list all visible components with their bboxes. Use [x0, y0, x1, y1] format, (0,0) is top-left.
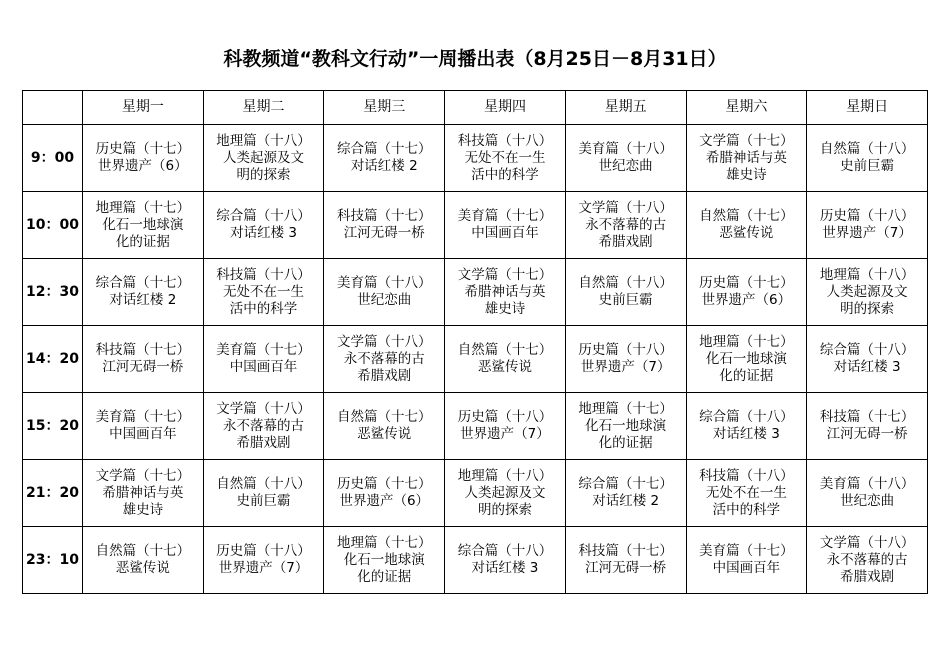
- program-title-line: 永不落幕的古: [585, 216, 667, 233]
- program-cell: [83, 460, 204, 527]
- program-series: 美育篇（十八）: [337, 275, 432, 291]
- program-title-line: 史前巨霸: [598, 292, 653, 308]
- program-series: 地理篇（十八）: [216, 132, 311, 149]
- program-title-line: 无处不在一生: [705, 484, 787, 501]
- program-title-line: 希腊戏剧: [840, 568, 895, 585]
- program-cell: [203, 393, 324, 460]
- program-cell: [807, 527, 928, 594]
- program-title-line: 恶鲨传说: [115, 560, 170, 576]
- time-slot-cell: 10：00: [23, 192, 83, 259]
- program-title-line: 世纪恋曲: [840, 493, 895, 509]
- program-title-line: 对话红楼 3: [230, 225, 297, 241]
- program-title-line: 无处不在一生: [223, 283, 305, 300]
- program-cell: [565, 259, 686, 326]
- program-series: 美育篇（十八）: [819, 476, 915, 492]
- program-title-line: 史前巨霸: [236, 493, 291, 509]
- program-cell: [807, 460, 928, 527]
- program-title-line: 雄史诗: [484, 300, 526, 317]
- table-row: [23, 393, 928, 460]
- program-series: 美育篇（十七）: [457, 208, 553, 224]
- program-title-line: 史前巨霸: [840, 158, 895, 174]
- program-series: 文学篇（十七）: [699, 132, 794, 149]
- program-title-line: 活中的科学: [712, 501, 781, 518]
- program-title-line: 世界遗产（6）: [701, 292, 792, 308]
- program-title-line: 人类起源及文: [464, 484, 546, 501]
- time-slot-cell: 9：00: [23, 125, 83, 192]
- program-title-line: 世界遗产（7）: [580, 359, 671, 375]
- program-title-line: 永不落幕的古: [343, 350, 425, 367]
- day-header: 星期一: [83, 91, 204, 125]
- program-series: 历史篇（十七）: [95, 141, 191, 157]
- program-series: 历史篇（十七）: [699, 275, 794, 291]
- program-title-line: 化石一地球演: [343, 551, 425, 568]
- program-cell: [445, 527, 566, 594]
- time-slot-cell: 21：20: [23, 460, 83, 527]
- program-title-line: 活中的科学: [471, 166, 539, 183]
- table-row: [23, 460, 928, 527]
- program-cell: [686, 125, 807, 192]
- program-title-line: 中国画百年: [471, 225, 539, 241]
- program-series: 自然篇（十八）: [578, 275, 673, 291]
- program-series: 地理篇（十七）: [95, 199, 191, 216]
- program-cell: [324, 125, 445, 192]
- program-series: 地理篇（十八）: [819, 266, 915, 283]
- program-series: 综合篇（十七）: [337, 141, 432, 157]
- program-series: 科技篇（十八）: [216, 266, 311, 283]
- program-title-line: 对话红楼 2: [592, 493, 660, 509]
- program-title-line: 世界遗产（7）: [460, 426, 550, 442]
- program-title-line: 明的探索: [236, 166, 291, 183]
- program-title-line: 恶鲨传说: [719, 225, 774, 241]
- program-title-line: 希腊戏剧: [598, 233, 653, 250]
- program-title-line: 对话红楼 3: [833, 359, 901, 375]
- program-series: 自然篇（十七）: [699, 208, 794, 224]
- program-title-line: 化的证据: [598, 434, 653, 451]
- day-header: 星期六: [686, 91, 807, 125]
- table-row: [23, 259, 928, 326]
- program-cell: [686, 460, 807, 527]
- program-title-line: 对话红楼 2: [350, 158, 418, 174]
- program-series: 综合篇（十七）: [95, 275, 191, 291]
- program-cell: [445, 192, 566, 259]
- program-title-line: 永不落幕的古: [223, 417, 305, 434]
- day-header: 星期五: [565, 91, 686, 125]
- program-series: 自然篇（十七）: [337, 409, 432, 425]
- program-title-line: 对话红楼 3: [471, 560, 539, 576]
- program-series: 美育篇（十七）: [699, 543, 794, 559]
- program-title-line: 化石一地球演: [705, 350, 787, 367]
- program-title-line: 雄史诗: [122, 501, 164, 518]
- page-title: 科教频道“教科文行动”一周播出表（8月25日－8月31日）: [223, 48, 727, 70]
- program-title-line: 世界遗产（6）: [98, 158, 188, 174]
- program-title-line: 明的探索: [840, 300, 895, 317]
- program-title-line: 化石一地球演: [102, 216, 184, 233]
- program-cell: [83, 259, 204, 326]
- program-title-line: 希腊神话与英: [705, 149, 787, 166]
- program-cell: [565, 192, 686, 259]
- program-series: 综合篇（十八）: [699, 409, 794, 425]
- table-row: [23, 527, 928, 594]
- time-slot-cell: 23：10: [23, 527, 83, 594]
- program-cell: [83, 393, 204, 460]
- corner-cell: [23, 91, 83, 125]
- program-cell: [686, 393, 807, 460]
- program-series: 历史篇（十七）: [337, 476, 432, 492]
- program-series: 文学篇（十八）: [337, 333, 432, 350]
- time-slot-cell: 14：20: [23, 326, 83, 393]
- program-cell: [686, 527, 807, 594]
- schedule-table: [22, 90, 928, 594]
- program-cell: [565, 125, 686, 192]
- program-cell: [83, 125, 204, 192]
- program-series: 文学篇（十八）: [578, 199, 673, 216]
- program-cell: [445, 326, 566, 393]
- header-row: [23, 91, 928, 125]
- program-cell: [807, 259, 928, 326]
- program-title-line: 江河无碍一桥: [585, 560, 667, 576]
- program-title-line: 化的证据: [719, 367, 774, 384]
- table-row: [23, 125, 928, 192]
- program-title-line: 恶鲨传说: [477, 359, 532, 375]
- program-series: 自然篇（十八）: [819, 141, 915, 157]
- program-cell: [203, 326, 324, 393]
- program-series: 地理篇（十七）: [578, 400, 673, 417]
- program-cell: [807, 326, 928, 393]
- program-title-line: 希腊神话与英: [464, 283, 546, 300]
- program-title-line: 无处不在一生: [464, 149, 546, 166]
- program-cell: [565, 393, 686, 460]
- day-header: 星期二: [203, 91, 324, 125]
- program-cell: [203, 259, 324, 326]
- program-series: 美育篇（十八）: [578, 141, 673, 157]
- program-cell: [565, 527, 686, 594]
- program-series: 科技篇（十七）: [819, 409, 915, 425]
- program-series: 综合篇（十八）: [216, 208, 311, 224]
- program-series: 地理篇（十八）: [457, 467, 553, 484]
- program-title-line: 江河无碍一桥: [102, 359, 184, 375]
- program-series: 科技篇（十八）: [457, 132, 553, 149]
- program-title-line: 明的探索: [477, 501, 532, 518]
- program-cell: [807, 393, 928, 460]
- program-cell: [686, 192, 807, 259]
- program-cell: [445, 393, 566, 460]
- program-series: 综合篇（十七）: [578, 476, 673, 492]
- program-series: 科技篇（十七）: [337, 208, 432, 224]
- program-series: 文学篇（十八）: [819, 534, 915, 551]
- program-series: 地理篇（十七）: [337, 534, 432, 551]
- program-cell: [324, 527, 445, 594]
- program-cell: [445, 125, 566, 192]
- program-series: 历史篇（十八）: [216, 543, 311, 559]
- program-series: 自然篇（十八）: [216, 476, 311, 492]
- program-series: 自然篇（十七）: [457, 342, 553, 358]
- program-title-line: 恶鲨传说: [357, 426, 412, 442]
- program-title-line: 中国画百年: [229, 359, 298, 375]
- program-cell: [324, 460, 445, 527]
- program-title-line: 希腊戏剧: [236, 434, 291, 451]
- program-cell: [203, 125, 324, 192]
- program-cell: [83, 192, 204, 259]
- program-series: 历史篇（十八）: [457, 409, 553, 425]
- program-cell: [324, 326, 445, 393]
- program-cell: [324, 393, 445, 460]
- program-cell: [324, 259, 445, 326]
- program-series: 美育篇（十七）: [95, 409, 191, 425]
- program-cell: [565, 460, 686, 527]
- day-header: 星期三: [324, 91, 445, 125]
- time-slot-cell: 12：30: [23, 259, 83, 326]
- program-series: 历史篇（十八）: [819, 208, 915, 224]
- program-cell: [83, 527, 204, 594]
- program-cell: [445, 259, 566, 326]
- program-title-line: 人类起源及文: [223, 149, 305, 166]
- program-series: 地理篇（十七）: [699, 333, 794, 350]
- program-title-line: 世界遗产（7）: [822, 225, 912, 241]
- program-title-line: 人类起源及文: [826, 283, 908, 300]
- program-title-line: 化石一地球演: [585, 417, 667, 434]
- day-header: 星期四: [445, 91, 566, 125]
- program-cell: [445, 460, 566, 527]
- program-title-line: 中国画百年: [712, 560, 781, 576]
- program-title-line: 江河无碍一桥: [826, 426, 908, 442]
- program-title-line: 雄史诗: [726, 166, 767, 183]
- table-row: [23, 192, 928, 259]
- program-title-line: 江河无碍一桥: [343, 225, 425, 241]
- time-slot-cell: 15：20: [23, 393, 83, 460]
- program-cell: [203, 192, 324, 259]
- table-header: [23, 91, 928, 125]
- program-cell: [83, 326, 204, 393]
- program-series: 历史篇（十八）: [578, 342, 673, 358]
- day-header: 星期日: [807, 91, 928, 125]
- program-title-line: 世纪恋曲: [598, 158, 653, 174]
- program-title-line: 永不落幕的古: [826, 551, 908, 568]
- program-title-line: 中国画百年: [109, 426, 177, 442]
- program-cell: [203, 527, 324, 594]
- program-series: 文学篇（十七）: [457, 266, 553, 283]
- table-row: [23, 326, 928, 393]
- program-title-line: 希腊戏剧: [357, 367, 412, 384]
- program-title-line: 世界遗产（6）: [339, 493, 430, 509]
- program-cell: [807, 192, 928, 259]
- program-series: 科技篇（十八）: [699, 467, 794, 484]
- program-series: 综合篇（十八）: [819, 342, 915, 358]
- program-title-line: 希腊神话与英: [102, 484, 184, 501]
- program-title-line: 对话红楼 2: [109, 292, 177, 308]
- program-title-line: 世纪恋曲: [357, 292, 412, 308]
- program-cell: [203, 460, 324, 527]
- program-series: 文学篇（十八）: [216, 400, 311, 417]
- program-series: 文学篇（十七）: [95, 467, 191, 484]
- program-title-line: 活中的科学: [229, 300, 298, 317]
- program-title-line: 对话红楼 3: [712, 426, 780, 442]
- program-series: 美育篇（十七）: [216, 342, 311, 358]
- program-title-line: 化的证据: [357, 568, 412, 585]
- program-series: 科技篇（十七）: [578, 543, 673, 559]
- program-cell: [686, 259, 807, 326]
- program-cell: [565, 326, 686, 393]
- program-series: 综合篇（十八）: [457, 543, 553, 559]
- table-body: [23, 125, 928, 594]
- program-series: 自然篇（十七）: [95, 543, 191, 559]
- program-series: 科技篇（十七）: [95, 342, 191, 358]
- program-cell: [807, 125, 928, 192]
- program-title-line: 化的证据: [115, 233, 170, 250]
- program-cell: [686, 326, 807, 393]
- program-title-line: 世界遗产（7）: [218, 560, 309, 576]
- program-cell: [324, 192, 445, 259]
